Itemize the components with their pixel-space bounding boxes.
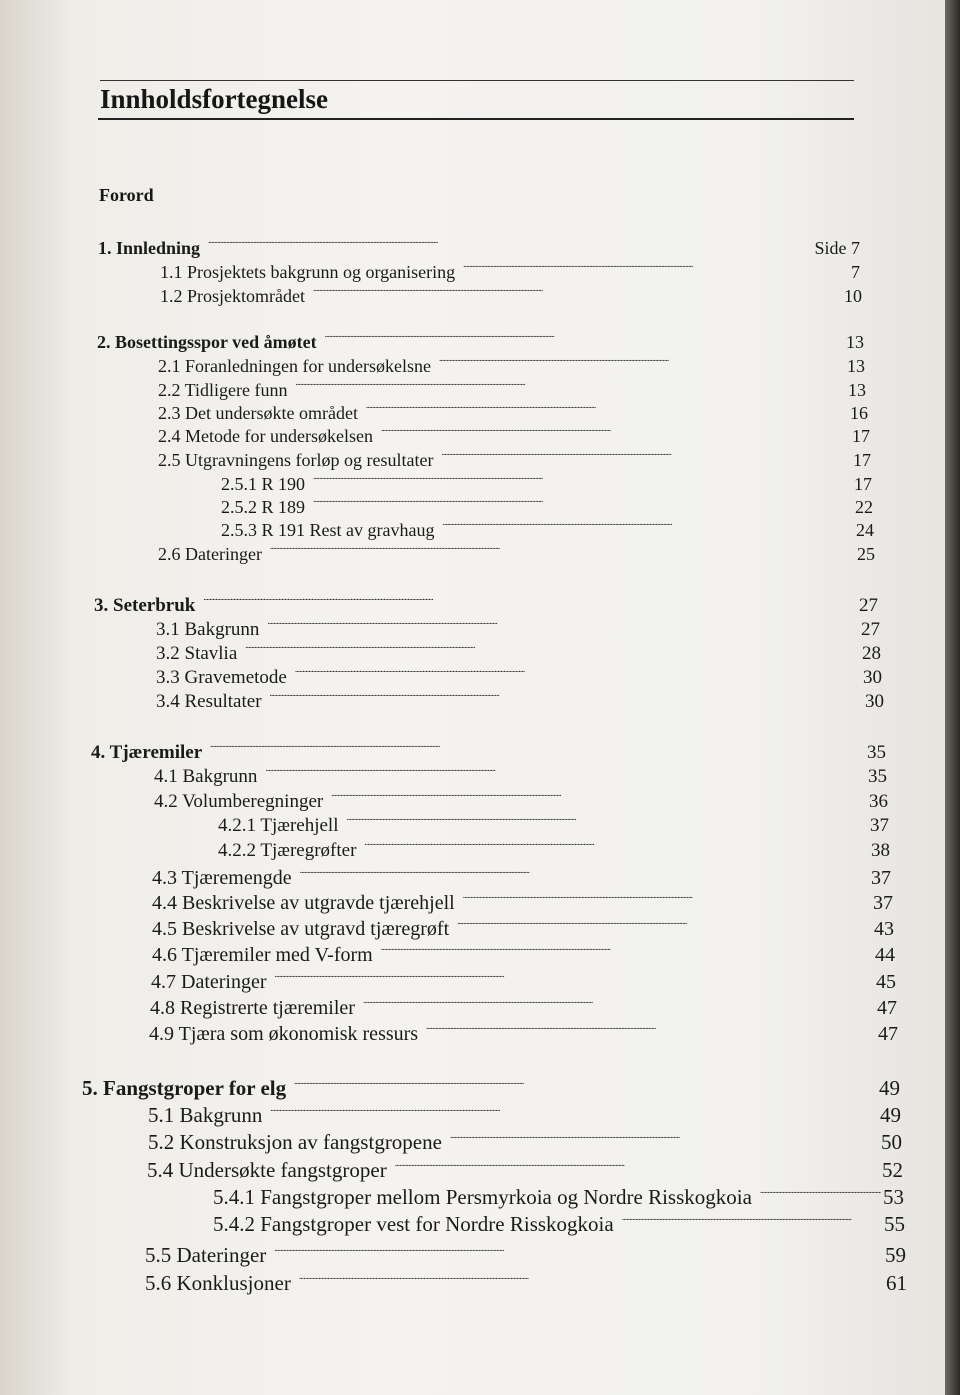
- toc-chapter-entry: [97, 326, 864, 353]
- toc-entry-label: 4.5 Beskrivelse av utgravd tjæregrøft: [152, 918, 450, 940]
- toc-entry-page: Side 7: [814, 238, 860, 258]
- toc-entry-label: 4.9 Tjæra som økonomisk ressurs: [149, 1023, 419, 1045]
- toc-entry-label: 2.2 Tidligere funn: [158, 380, 288, 400]
- toc-entry-page: 52: [882, 1158, 903, 1182]
- toc-entry-page: 44: [875, 944, 895, 966]
- dot-leader: [296, 374, 846, 396]
- dot-leader: [270, 538, 855, 560]
- dot-leader: [270, 1100, 878, 1122]
- toc-entry-label: 5.4.2 Fangstgroper vest for Nordre Risskogkoia: [213, 1212, 614, 1236]
- dot-leader: [426, 1018, 876, 1040]
- dot-leader: [275, 966, 874, 988]
- toc-entry-label: 4.4 Beskrivelse av utgravde tjærehjell: [152, 892, 455, 914]
- toc-entry-page: 27: [861, 619, 880, 640]
- toc-section-entry: [213, 1209, 905, 1235]
- toc-entry-label: 3.2 Stavlia: [156, 643, 238, 664]
- toc-entry-label: 2. Bosettingsspor ved åmøtet: [97, 332, 317, 352]
- toc-section-entry: [218, 834, 890, 862]
- toc-entry-label: 5.4 Undersøkte fangstgroper: [147, 1158, 387, 1182]
- toc-chapter-entry: [98, 232, 860, 259]
- forord-heading: Forord: [99, 185, 154, 205]
- page-edge: [945, 0, 960, 1395]
- toc-entry-page: 38: [871, 840, 890, 861]
- toc-entry-label: 5.5 Dateringer: [145, 1243, 267, 1267]
- dot-leader: [457, 913, 872, 935]
- toc-entry-page: 7: [851, 262, 860, 282]
- toc-entry-page: 49: [880, 1103, 901, 1127]
- toc-entry-page: 49: [879, 1076, 900, 1100]
- toc-entry-label: 2.5.1 R 190: [221, 474, 306, 494]
- toc-entry-label: 1.2 Prosjektområdet: [160, 286, 305, 306]
- toc-entry-page: 55: [884, 1212, 905, 1236]
- dot-leader: [442, 514, 854, 536]
- toc-entry-page: 27: [859, 595, 878, 616]
- dot-leader: [441, 444, 851, 466]
- toc-entry-label: 5.1 Bakgrunn: [148, 1103, 263, 1127]
- dot-leader: [294, 1073, 877, 1095]
- toc-entry-page: 37: [873, 892, 893, 914]
- toc-title: Innholdsfortegnelse: [100, 84, 329, 114]
- toc-entry-label: 2.1 Foranledningen for undersøkelsne: [158, 356, 431, 376]
- toc-entry-label: 2.6 Dateringer: [158, 544, 262, 564]
- toc-entry-page: 36: [869, 791, 888, 812]
- toc-entry-label: 3.4 Resultater: [156, 691, 262, 712]
- toc-section-entry: [156, 685, 884, 713]
- toc-section-entry: [152, 939, 895, 966]
- toc-entry-label: 2.4 Metode for undersøkelsen: [158, 426, 373, 446]
- toc-entry-label: 4.1 Bakgrunn: [154, 766, 258, 787]
- toc-section-entry: [150, 992, 897, 1019]
- toc-entry-label: 4.3 Tjæremengde: [152, 867, 292, 889]
- toc-entry-page: 17: [853, 450, 871, 470]
- toc-entry-page: 24: [856, 520, 874, 540]
- toc-entry-label: 3. Seterbruk: [94, 595, 196, 616]
- toc-entry-page: 25: [857, 544, 875, 564]
- dot-leader: [450, 1127, 879, 1149]
- toc-section-entry: [149, 1018, 898, 1045]
- dot-leader: [347, 809, 869, 831]
- toc-section-entry: [160, 280, 862, 307]
- toc-section-entry: [221, 514, 874, 541]
- toc-entry-page: 16: [850, 403, 868, 423]
- toc-entry-label: 4.2 Volumberegninger: [154, 791, 324, 812]
- toc-entry-label: 3.3 Gravemetode: [156, 667, 287, 688]
- dot-leader: [760, 1182, 881, 1204]
- toc-entry-page: 43: [874, 918, 894, 940]
- toc-entry-page: 13: [847, 356, 865, 376]
- toc-entry-page: 30: [863, 667, 882, 688]
- title-rule-top: [100, 80, 854, 81]
- toc-section-entry: [158, 444, 871, 471]
- dot-leader: [463, 256, 849, 278]
- dot-leader: [313, 468, 852, 490]
- toc-entry-page: 45: [876, 971, 896, 993]
- dot-leader: [208, 232, 812, 254]
- toc-section-entry: [145, 1268, 907, 1294]
- toc-section-entry: [148, 1127, 902, 1153]
- dot-leader: [210, 736, 865, 758]
- dot-leader: [270, 685, 863, 707]
- toc-entry-label: 3.1 Bakgrunn: [156, 619, 260, 640]
- toc-entry-page: 17: [854, 474, 872, 494]
- toc-section-entry: [158, 350, 865, 377]
- toc-entry-page: 37: [870, 815, 889, 836]
- dot-leader: [395, 1155, 880, 1177]
- toc-entry-label: 5.2 Konstruksjon av fangstgropene: [148, 1130, 442, 1154]
- toc-entry-page: 47: [878, 1023, 898, 1045]
- toc-section-entry: [152, 913, 894, 940]
- toc-section-entry: [145, 1240, 906, 1266]
- dot-leader: [203, 589, 857, 611]
- dot-leader: [299, 1268, 884, 1290]
- toc-section-entry: [151, 966, 896, 993]
- toc-entry-page: 35: [867, 742, 886, 763]
- toc-entry-label: 5. Fangstgroper for elg: [82, 1076, 287, 1100]
- toc-entry-page: 28: [862, 643, 881, 664]
- dot-leader: [313, 491, 853, 513]
- toc-entry-label: 5.6 Konklusjoner: [145, 1271, 291, 1295]
- toc-entry-page: 53: [883, 1185, 904, 1209]
- toc-entry-label: 4.2.1 Tjærehjell: [218, 815, 339, 836]
- toc-section-entry: [148, 1100, 901, 1126]
- toc-entry-page: 10: [844, 286, 862, 306]
- dot-leader: [325, 326, 844, 348]
- toc-section-entry: [152, 887, 893, 914]
- toc-entry-label: 4.7 Dateringer: [151, 971, 267, 993]
- toc-entry-label: 5.4.1 Fangstgroper mellom Persmyrkoia og Nordre Risskogkoia: [213, 1185, 752, 1209]
- dot-leader: [381, 420, 850, 442]
- dot-leader: [295, 661, 861, 683]
- toc-entry-label: 4. Tjæremiler: [91, 742, 203, 763]
- toc-entry-label: 2.3 Det undersøkte området: [158, 403, 358, 423]
- toc-section-entry: [152, 862, 891, 889]
- toc-entry-page: 47: [877, 997, 897, 1019]
- toc-entry-page: 30: [865, 691, 884, 712]
- toc-entry-page: 13: [848, 380, 866, 400]
- toc-entry-label: 4.6 Tjæremiler med V-form: [152, 944, 373, 966]
- toc-entry-label: 2.5 Utgravningens forløp og resultater: [158, 450, 434, 470]
- toc-section-entry: [213, 1182, 904, 1208]
- dot-leader: [265, 760, 866, 782]
- toc-entry-label: 2.5.3 R 191 Rest av gravhaug: [221, 520, 435, 540]
- dot-leader: [381, 939, 873, 961]
- toc-entry-label: 2.5.2 R 189: [221, 497, 306, 517]
- toc-entry-page: 37: [871, 867, 891, 889]
- dot-leader: [313, 280, 842, 302]
- toc-section-entry: [158, 420, 870, 447]
- toc-entry-page: 61: [886, 1271, 907, 1295]
- dot-leader: [331, 785, 867, 807]
- toc-section-entry: [147, 1155, 903, 1181]
- toc-section-entry: [160, 256, 860, 283]
- toc-entry-page: 59: [885, 1243, 906, 1267]
- dot-leader: [439, 350, 845, 372]
- title-rule-bottom: [98, 118, 854, 120]
- toc-entry-page: 17: [852, 426, 870, 446]
- toc-entry-label: 1.1 Prosjektets bakgrunn og organisering: [160, 262, 456, 282]
- dot-leader: [245, 637, 860, 659]
- toc-chapter-entry: [82, 1073, 900, 1099]
- dot-leader: [366, 397, 848, 419]
- toc-section-entry: [154, 760, 887, 788]
- dot-leader: [364, 834, 869, 856]
- toc-entry-page: 50: [881, 1130, 902, 1154]
- dot-leader: [267, 613, 859, 635]
- dot-leader: [274, 1240, 883, 1262]
- dot-leader: [463, 887, 871, 909]
- dot-leader: [622, 1209, 882, 1231]
- toc-entry-page: 13: [846, 332, 864, 352]
- dot-leader: [300, 862, 869, 884]
- toc-entry-label: 4.8 Registrerte tjæremiler: [150, 997, 355, 1019]
- toc-section-entry: [218, 809, 889, 837]
- toc-entry-page: 35: [868, 766, 887, 787]
- toc-entry-page: 22: [855, 497, 873, 517]
- toc-entry-label: 4.2.2 Tjæregrøfter: [218, 840, 357, 861]
- toc-entry-label: 1. Innledning: [98, 238, 201, 258]
- dot-leader: [363, 992, 875, 1014]
- toc-section-entry: [158, 538, 875, 565]
